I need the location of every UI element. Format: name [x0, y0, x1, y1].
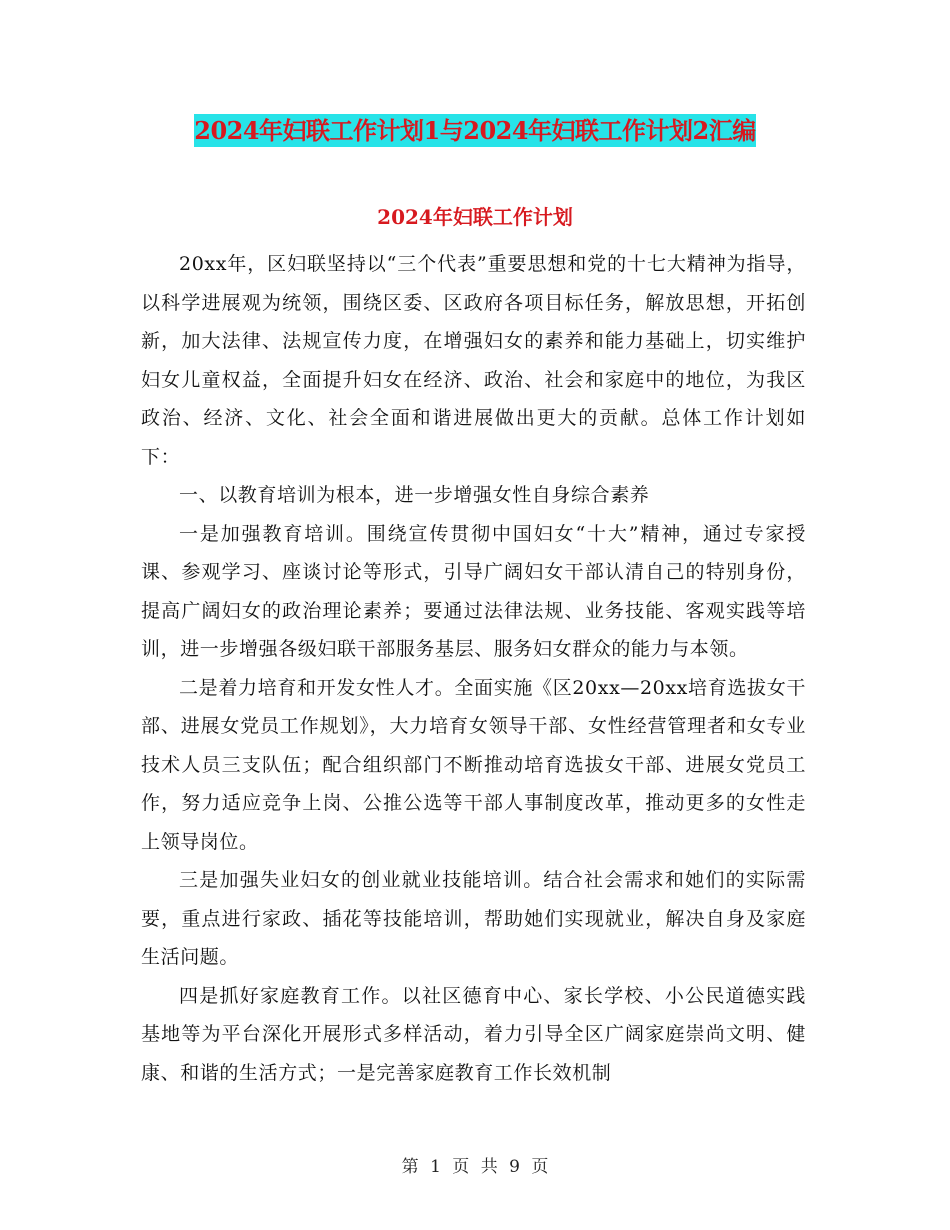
section-title: 2024年妇联工作计划 [377, 205, 573, 229]
paragraph-item-4: 四是抓好家庭教育工作。以社区德育中心、家长学校、小公民道德实践基地等为平台深化开展形式多样活动，着力引导全区广阔家庭崇尚文明、健康、和谐的生活方式；一是完善家庭教育工作长效机制 [141, 984, 806, 1084]
paragraph-intro: 20xx年，区妇联坚持以“三个代表”重要思想和党的十七大精神为指导，以科学进展观为统领，围绕区委、区政府各项目标任务，解放思想，开拓创新，加大法律、法规宣传力度，在增强妇女的素养和能力基础上，切实维护妇女儿童权益，全面提升妇女在经济、政治、社会和家庭中的地位，为我区政治、经济、文化、社会全面和谐进展做出更大的贡献。总体工作计划如下： [141, 253, 806, 468]
main-title-text: 2024年妇联工作计划1与2024年妇联工作计划2汇编 [194, 116, 756, 145]
document-body [141, 245, 806, 1092]
paragraph-heading-1: 一、以教育培训为根本，进一步增强女性自身综合素养 [179, 484, 650, 506]
document-main-title [0, 112, 950, 150]
paragraph-item-2: 二是着力培育和开发女性人才。全面实施《区20xx—20xx培育选拔女干部、进展女党员工作规划》，大力培育女领导干部、女性经营管理者和女专业技术人员三支队伍；配合组织部门不断推动培育选拔女干部、进展女党员工作，努力适应竞争上岗、公推公选等干部人事制度改革，推动更多的女性走上领导岗位。 [141, 676, 806, 853]
paragraph-item-3: 三是加强失业妇女的创业就业技能培训。结合社会需求和她们的实际需要，重点进行家政、插花等技能培训，帮助她们实现就业，解决自身及家庭生活问题。 [141, 869, 806, 968]
page-footer: 第 1 页 共 9 页 [401, 1157, 549, 1177]
paragraph-item-1: 一是加强教育培训。围绕宣传贯彻中国妇女“十大”精神，通过专家授课、参观学习、座谈讨论等形式，引导广阔妇女干部认清自己的特别身份，提高广阔妇女的政治理论素养；要通过法律法规、业务技能、客观实践等培训，进一步增强各级妇联干部服务基层、服务妇女群众的能力与本领。 [141, 522, 806, 660]
